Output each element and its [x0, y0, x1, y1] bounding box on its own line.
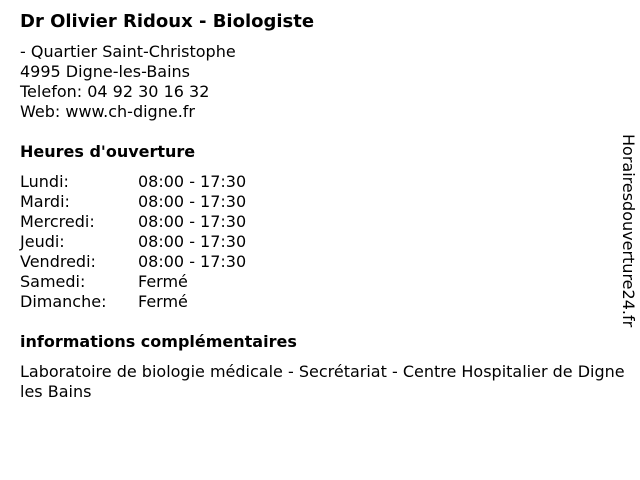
- hours-row-friday: [20, 252, 620, 272]
- hours-row-wednesday: [20, 212, 620, 232]
- day-label: Mardi:: [20, 192, 70, 211]
- hours-value: 08:00 - 17:30: [138, 252, 247, 271]
- hours-value: 08:00 - 17:30: [138, 192, 247, 211]
- hours-value: 08:00 - 17:30: [138, 212, 247, 231]
- hours-row-sunday: [20, 292, 620, 312]
- day-label: Lundi:: [20, 172, 69, 191]
- day-label: Dimanche:: [20, 292, 107, 311]
- website: Web: www.ch-digne.fr: [20, 102, 195, 121]
- hours-value: 08:00 - 17:30: [138, 232, 247, 251]
- hours-value: Fermé: [138, 292, 188, 311]
- day-label: Samedi:: [20, 272, 86, 291]
- business-name: Dr Olivier Ridoux - Biologiste: [20, 11, 315, 32]
- opening-hours-list: [20, 172, 620, 312]
- hours-value: Fermé: [138, 272, 188, 291]
- hours-row-saturday: [20, 272, 620, 292]
- site-watermark: Horairesdouverture24.fr: [619, 134, 638, 328]
- phone-number: Telefon: 04 92 30 16 32: [20, 82, 210, 101]
- address-line-2: 4995 Digne-les-Bains: [20, 62, 191, 81]
- business-card: [20, 10, 625, 402]
- address-line-1: - Quartier Saint-Christophe: [20, 42, 236, 61]
- additional-info-text: Laboratoire de biologie médicale - Secrétariat - Centre Hospitalier de Digne les Bains: [20, 362, 625, 401]
- day-label: Vendredi:: [20, 252, 96, 271]
- hours-row-monday: [20, 172, 620, 192]
- day-label: Jeudi:: [20, 232, 65, 251]
- hours-value: 08:00 - 17:30: [138, 172, 247, 191]
- opening-hours-heading: Heures d'ouverture: [20, 142, 196, 161]
- additional-info-heading: informations complémentaires: [20, 332, 297, 351]
- hours-row-thursday: [20, 232, 620, 252]
- day-label: Mercredi:: [20, 212, 95, 231]
- hours-row-tuesday: [20, 192, 620, 212]
